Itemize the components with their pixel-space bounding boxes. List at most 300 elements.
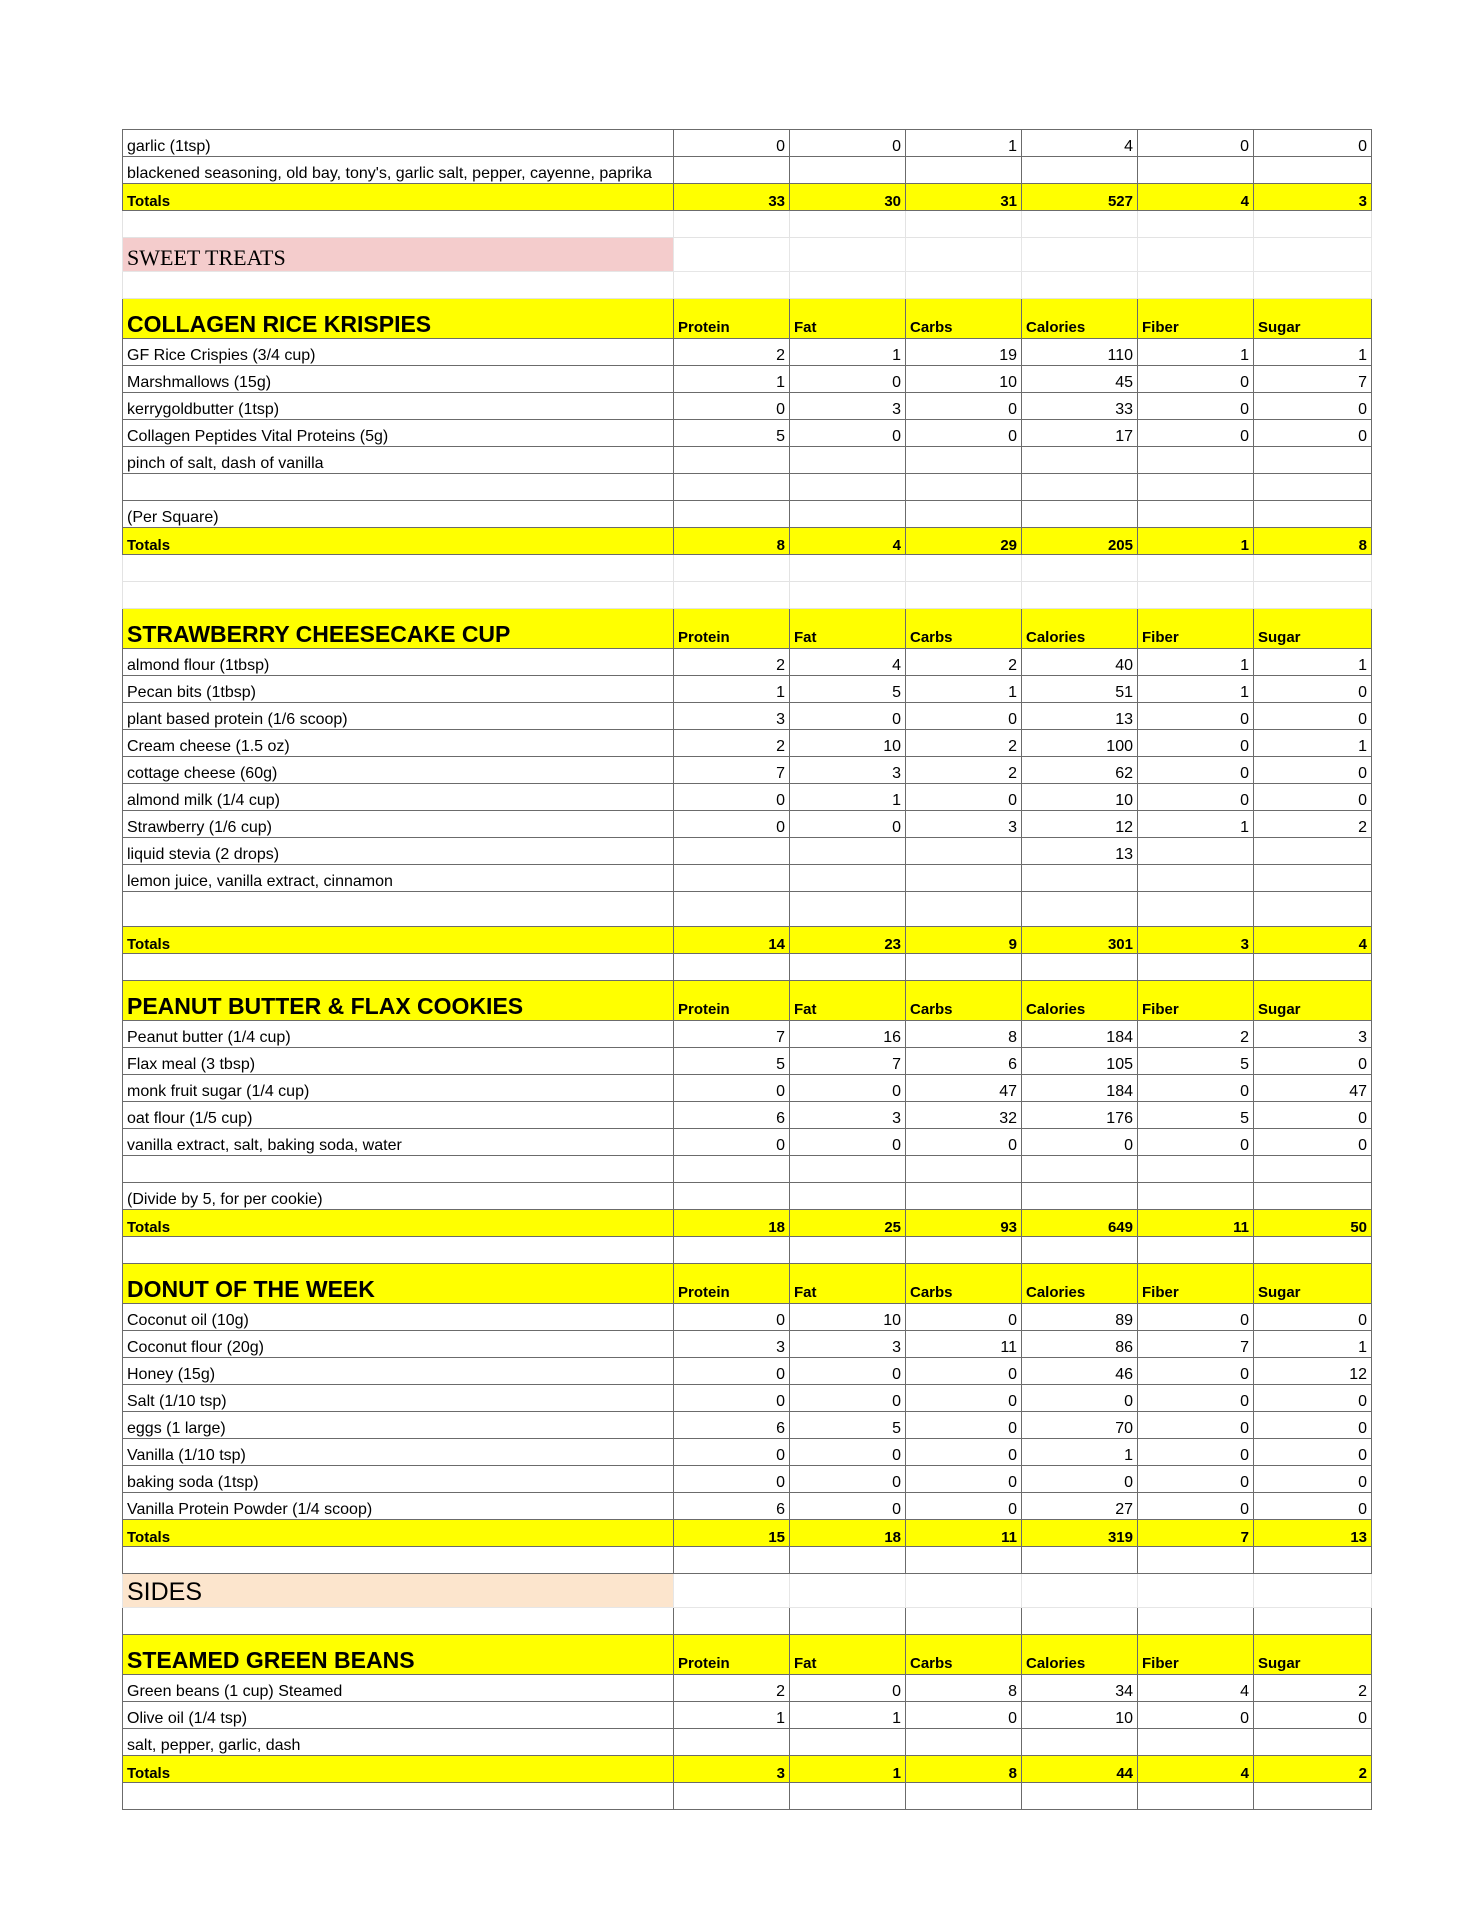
ingredient-row: [123, 1385, 1372, 1412]
calories-value: 17: [1022, 420, 1138, 447]
blank-row: [123, 211, 1372, 238]
empty-cell: [1022, 954, 1138, 981]
column-header-fiber: Fiber: [1138, 1635, 1254, 1675]
empty-cell: [674, 474, 790, 501]
totals-row: [123, 1520, 1372, 1547]
item-label: Strawberry (1/6 cup): [123, 811, 674, 838]
fiber-value: 0: [1138, 1493, 1254, 1520]
sugar-value: 0: [1254, 420, 1372, 447]
blank-row: [123, 1237, 1372, 1264]
carbs-value: [906, 157, 1022, 184]
protein-value: 14: [674, 927, 790, 954]
protein-value: 0: [674, 1439, 790, 1466]
empty-cell: [1022, 1547, 1138, 1574]
carbs-value: [906, 838, 1022, 865]
fat-value: 0: [790, 1439, 906, 1466]
beans-header: [123, 1635, 1372, 1675]
empty-cell: [123, 555, 674, 582]
carbs-value: 19: [906, 339, 1022, 366]
empty-cell: [906, 954, 1022, 981]
empty-cell: [906, 238, 1022, 272]
recipe-title: PEANUT BUTTER & FLAX COOKIES: [123, 981, 674, 1021]
column-header-sugar: Sugar: [1254, 299, 1372, 339]
fat-value: 0: [790, 811, 906, 838]
empty-cell: [790, 1156, 906, 1183]
recipe-title: STEAMED GREEN BEANS: [123, 1635, 674, 1675]
calories-value: 100: [1022, 730, 1138, 757]
calories-value: 319: [1022, 1520, 1138, 1547]
empty-cell: [1138, 211, 1254, 238]
empty-cell: [1254, 1156, 1372, 1183]
sugar-value: 0: [1254, 757, 1372, 784]
item-label: Green beans (1 cup) Steamed: [123, 1675, 674, 1702]
carbs-value: 0: [906, 1702, 1022, 1729]
item-label: Coconut oil (10g): [123, 1304, 674, 1331]
fat-value: 0: [790, 1675, 906, 1702]
ingredient-row: [123, 393, 1372, 420]
protein-value: [674, 447, 790, 474]
calories-value: [1022, 1729, 1138, 1756]
calories-value: 0: [1022, 1466, 1138, 1493]
column-header-carbs: Carbs: [906, 981, 1022, 1021]
empty-cell: [790, 474, 906, 501]
fiber-value: 0: [1138, 130, 1254, 157]
item-label: Totals: [123, 184, 674, 211]
empty-cell: [123, 582, 674, 609]
fiber-value: 0: [1138, 757, 1254, 784]
sugar-value: 50: [1254, 1210, 1372, 1237]
empty-cell: [1254, 211, 1372, 238]
fat-value: 5: [790, 1412, 906, 1439]
calories-value: 184: [1022, 1075, 1138, 1102]
calories-value: 205: [1022, 528, 1138, 555]
empty-cell: [1022, 1574, 1138, 1608]
sugar-value: 2: [1254, 1756, 1372, 1783]
column-header-sugar: Sugar: [1254, 1635, 1372, 1675]
ingredient-row: [123, 1702, 1372, 1729]
fat-value: 0: [790, 1385, 906, 1412]
item-label: Totals: [123, 927, 674, 954]
totals-row: [123, 184, 1372, 211]
calories-value: 13: [1022, 838, 1138, 865]
empty-cell: [1138, 474, 1254, 501]
empty-cell: [1022, 211, 1138, 238]
fiber-value: 0: [1138, 1702, 1254, 1729]
carbs-value: 3: [906, 811, 1022, 838]
fiber-value: 0: [1138, 1412, 1254, 1439]
item-label: Coconut flour (20g): [123, 1331, 674, 1358]
column-header-fiber: Fiber: [1138, 981, 1254, 1021]
empty-cell: [906, 1574, 1022, 1608]
ingredient-row: [123, 130, 1372, 157]
ingredient-row: [123, 811, 1372, 838]
protein-value: 2: [674, 730, 790, 757]
column-header-calories: Calories: [1022, 299, 1138, 339]
item-label: almond milk (1/4 cup): [123, 784, 674, 811]
calories-value: 13: [1022, 703, 1138, 730]
empty-cell: [1022, 272, 1138, 299]
sugar-value: 3: [1254, 184, 1372, 211]
empty-cell: [906, 474, 1022, 501]
fiber-value: 0: [1138, 1075, 1254, 1102]
empty-cell: [790, 1237, 906, 1264]
fiber-value: 1: [1138, 528, 1254, 555]
empty-cell: [906, 1183, 1022, 1210]
protein-value: 7: [674, 1021, 790, 1048]
carbs-value: 1: [906, 676, 1022, 703]
fiber-value: 1: [1138, 649, 1254, 676]
sugar-value: 0: [1254, 676, 1372, 703]
section-sweet: [123, 238, 1372, 272]
empty-cell: [1138, 582, 1254, 609]
empty-cell: [674, 501, 790, 528]
empty-cell: [1138, 501, 1254, 528]
protein-value: 6: [674, 1412, 790, 1439]
totals-row: [123, 1210, 1372, 1237]
protein-value: 0: [674, 1075, 790, 1102]
ingredient-row: [123, 1075, 1372, 1102]
carbs-value: 8: [906, 1756, 1022, 1783]
calories-value: 105: [1022, 1048, 1138, 1075]
calories-value: 4: [1022, 130, 1138, 157]
ingredient-row: [123, 784, 1372, 811]
carbs-value: 1: [906, 130, 1022, 157]
empty-cell: [1254, 1237, 1372, 1264]
fat-value: 4: [790, 649, 906, 676]
item-label: salt, pepper, garlic, dash: [123, 1729, 674, 1756]
ingredient-row: [123, 1304, 1372, 1331]
empty-cell: [1022, 1783, 1138, 1810]
empty-cell: [674, 1783, 790, 1810]
empty-cell: [1254, 1783, 1372, 1810]
ingredient-row: [123, 649, 1372, 676]
empty-cell: [123, 954, 674, 981]
fat-value: [790, 865, 906, 892]
fiber-value: 0: [1138, 393, 1254, 420]
note-row: [123, 1183, 1372, 1210]
note-text: (Divide by 5, for per cookie): [123, 1183, 674, 1210]
fat-value: 1: [790, 339, 906, 366]
protein-value: [674, 1729, 790, 1756]
fat-value: 23: [790, 927, 906, 954]
ingredient-row: [123, 730, 1372, 757]
fat-value: 0: [790, 130, 906, 157]
empty-cell: [1254, 238, 1372, 272]
column-header-fat: Fat: [790, 299, 906, 339]
column-header-fiber: Fiber: [1138, 1264, 1254, 1304]
empty-cell: [906, 582, 1022, 609]
carbs-value: 8: [906, 1675, 1022, 1702]
krispies-header: [123, 299, 1372, 339]
fat-value: 5: [790, 676, 906, 703]
protein-value: 0: [674, 811, 790, 838]
blank-row: [123, 272, 1372, 299]
empty-cell: [123, 1237, 674, 1264]
sugar-value: 1: [1254, 339, 1372, 366]
donut-header: [123, 1264, 1372, 1304]
recipe-title: DONUT OF THE WEEK: [123, 1264, 674, 1304]
ingredient-row: [123, 1439, 1372, 1466]
carbs-value: 9: [906, 927, 1022, 954]
item-label: garlic (1tsp): [123, 130, 674, 157]
fat-value: 7: [790, 1048, 906, 1075]
empty-cell: [1138, 1183, 1254, 1210]
nutrition-spreadsheet: [122, 129, 1372, 1810]
ingredient-row: [123, 447, 1372, 474]
fiber-value: 4: [1138, 1675, 1254, 1702]
empty-cell: [790, 238, 906, 272]
empty-cell: [790, 954, 906, 981]
calories-value: 86: [1022, 1331, 1138, 1358]
fat-value: [790, 157, 906, 184]
sugar-value: 0: [1254, 1385, 1372, 1412]
protein-value: 0: [674, 393, 790, 420]
sugar-value: [1254, 865, 1372, 892]
blank-row: [123, 1547, 1372, 1574]
item-label: Totals: [123, 1756, 674, 1783]
carbs-value: 11: [906, 1331, 1022, 1358]
carbs-value: 2: [906, 730, 1022, 757]
empty-cell: [906, 555, 1022, 582]
carbs-value: 93: [906, 1210, 1022, 1237]
item-label: oat flour (1/5 cup): [123, 1102, 674, 1129]
protein-value: 0: [674, 1304, 790, 1331]
sugar-value: 0: [1254, 1304, 1372, 1331]
fiber-value: 1: [1138, 676, 1254, 703]
empty-cell: [790, 1783, 906, 1810]
carbs-value: 8: [906, 1021, 1022, 1048]
item-label: blackened seasoning, old bay, tony's, garlic salt, pepper, cayenne, paprika: [123, 157, 674, 184]
protein-value: [674, 865, 790, 892]
ingredient-row: [123, 157, 1372, 184]
protein-value: [674, 838, 790, 865]
protein-value: [674, 157, 790, 184]
calories-value: 301: [1022, 927, 1138, 954]
sugar-value: 0: [1254, 1412, 1372, 1439]
item-label: Vanilla Protein Powder (1/4 scoop): [123, 1493, 674, 1520]
sugar-value: 1: [1254, 730, 1372, 757]
empty-cell: [674, 272, 790, 299]
ingredient-row: [123, 838, 1372, 865]
carbs-value: [906, 447, 1022, 474]
empty-cell: [1254, 555, 1372, 582]
empty-cell: [1138, 1156, 1254, 1183]
calories-value: 46: [1022, 1358, 1138, 1385]
empty-cell: [1138, 238, 1254, 272]
item-label: eggs (1 large): [123, 1412, 674, 1439]
item-label: Salt (1/10 tsp): [123, 1385, 674, 1412]
empty-cell: [674, 582, 790, 609]
empty-cell: [674, 954, 790, 981]
protein-value: 0: [674, 130, 790, 157]
empty-cell: [674, 555, 790, 582]
recipe-title: STRAWBERRY CHEESECAKE CUP: [123, 609, 674, 649]
fat-value: 25: [790, 1210, 906, 1237]
fat-value: 4: [790, 528, 906, 555]
ingredient-row: [123, 1493, 1372, 1520]
column-header-sugar: Sugar: [1254, 981, 1372, 1021]
carbs-value: 47: [906, 1075, 1022, 1102]
empty-cell: [790, 582, 906, 609]
protein-value: 1: [674, 1702, 790, 1729]
column-header-calories: Calories: [1022, 1635, 1138, 1675]
protein-value: 3: [674, 1331, 790, 1358]
item-label: liquid stevia (2 drops): [123, 838, 674, 865]
empty-cell: [674, 892, 790, 927]
empty-cell: [790, 501, 906, 528]
sugar-value: 13: [1254, 1520, 1372, 1547]
protein-value: 0: [674, 1358, 790, 1385]
calories-value: 649: [1022, 1210, 1138, 1237]
column-header-fat: Fat: [790, 1264, 906, 1304]
empty-cell: [1254, 1608, 1372, 1635]
carbs-value: 0: [906, 1385, 1022, 1412]
ingredient-row: [123, 757, 1372, 784]
item-label: Totals: [123, 1520, 674, 1547]
calories-value: [1022, 447, 1138, 474]
calories-value: 45: [1022, 366, 1138, 393]
empty-cell: [674, 1574, 790, 1608]
item-label: kerrygoldbutter (1tsp): [123, 393, 674, 420]
carbs-value: 0: [906, 1358, 1022, 1385]
fat-value: 30: [790, 184, 906, 211]
protein-value: 0: [674, 1129, 790, 1156]
sugar-value: 0: [1254, 784, 1372, 811]
fiber-value: 0: [1138, 1358, 1254, 1385]
sugar-value: 3: [1254, 1021, 1372, 1048]
calories-value: 34: [1022, 1675, 1138, 1702]
fiber-value: 0: [1138, 1304, 1254, 1331]
item-label: vanilla extract, salt, baking soda, water: [123, 1129, 674, 1156]
sugar-value: 7: [1254, 366, 1372, 393]
sugar-value: 0: [1254, 1702, 1372, 1729]
fat-value: 3: [790, 1331, 906, 1358]
carbs-value: 0: [906, 1466, 1022, 1493]
fiber-value: 0: [1138, 420, 1254, 447]
item-label: Vanilla (1/10 tsp): [123, 1439, 674, 1466]
item-label: Totals: [123, 1210, 674, 1237]
column-header-fiber: Fiber: [1138, 299, 1254, 339]
ingredient-row: [123, 1102, 1372, 1129]
empty-cell: [790, 272, 906, 299]
calories-value: 0: [1022, 1385, 1138, 1412]
empty-cell: [123, 272, 674, 299]
empty-cell: [674, 238, 790, 272]
sugar-value: 0: [1254, 1102, 1372, 1129]
empty-cell: [1138, 555, 1254, 582]
fiber-value: [1138, 157, 1254, 184]
totals-row: [123, 927, 1372, 954]
fiber-value: 0: [1138, 784, 1254, 811]
fiber-value: [1138, 838, 1254, 865]
blank-row: [123, 474, 1372, 501]
sugar-value: 0: [1254, 1466, 1372, 1493]
fiber-value: 1: [1138, 339, 1254, 366]
column-header-sugar: Sugar: [1254, 1264, 1372, 1304]
protein-value: 33: [674, 184, 790, 211]
carbs-value: 0: [906, 703, 1022, 730]
protein-value: 15: [674, 1520, 790, 1547]
item-label: Honey (15g): [123, 1358, 674, 1385]
column-header-fiber: Fiber: [1138, 609, 1254, 649]
fat-value: 3: [790, 1102, 906, 1129]
ingredient-row: [123, 1675, 1372, 1702]
column-header-protein: Protein: [674, 1264, 790, 1304]
protein-value: 18: [674, 1210, 790, 1237]
fat-value: 0: [790, 1466, 906, 1493]
protein-value: 7: [674, 757, 790, 784]
calories-value: 0: [1022, 1129, 1138, 1156]
item-label: pinch of salt, dash of vanilla: [123, 447, 674, 474]
carbs-value: 2: [906, 649, 1022, 676]
column-header-protein: Protein: [674, 609, 790, 649]
fat-value: 1: [790, 784, 906, 811]
protein-value: 6: [674, 1493, 790, 1520]
carbs-value: 32: [906, 1102, 1022, 1129]
item-label: Olive oil (1/4 tsp): [123, 1702, 674, 1729]
ingredient-row: [123, 1129, 1372, 1156]
carbs-value: 2: [906, 757, 1022, 784]
note-text: (Per Square): [123, 501, 674, 528]
empty-cell: [1022, 555, 1138, 582]
fiber-value: 1: [1138, 811, 1254, 838]
empty-cell: [1022, 501, 1138, 528]
item-label: Cream cheese (1.5 oz): [123, 730, 674, 757]
column-header-fat: Fat: [790, 609, 906, 649]
carbs-value: 0: [906, 784, 1022, 811]
empty-cell: [790, 1547, 906, 1574]
sugar-value: 12: [1254, 1358, 1372, 1385]
protein-value: 2: [674, 1675, 790, 1702]
cheesecake-header: [123, 609, 1372, 649]
fiber-value: 0: [1138, 1466, 1254, 1493]
calories-value: 70: [1022, 1412, 1138, 1439]
fat-value: 18: [790, 1520, 906, 1547]
blank-row: [123, 1608, 1372, 1635]
fat-value: 0: [790, 1358, 906, 1385]
empty-cell: [1022, 474, 1138, 501]
calories-value: 89: [1022, 1304, 1138, 1331]
fat-value: 10: [790, 1304, 906, 1331]
sugar-value: 8: [1254, 528, 1372, 555]
empty-cell: [1022, 1156, 1138, 1183]
empty-cell: [674, 1156, 790, 1183]
sugar-value: 4: [1254, 927, 1372, 954]
item-label: monk fruit sugar (1/4 cup): [123, 1075, 674, 1102]
calories-value: 33: [1022, 393, 1138, 420]
empty-cell: [1254, 1183, 1372, 1210]
carbs-value: [906, 1729, 1022, 1756]
empty-cell: [906, 501, 1022, 528]
calories-value: 110: [1022, 339, 1138, 366]
empty-cell: [123, 1783, 674, 1810]
totals-row: [123, 1756, 1372, 1783]
empty-cell: [1254, 1547, 1372, 1574]
note-row: [123, 501, 1372, 528]
empty-cell: [123, 1156, 674, 1183]
totals-row: [123, 528, 1372, 555]
column-header-calories: Calories: [1022, 1264, 1138, 1304]
empty-cell: [674, 1547, 790, 1574]
calories-value: 51: [1022, 676, 1138, 703]
sugar-value: 0: [1254, 393, 1372, 420]
column-header-protein: Protein: [674, 1635, 790, 1675]
section-title: SIDES: [123, 1574, 674, 1608]
blank-row: [123, 582, 1372, 609]
column-header-carbs: Carbs: [906, 1264, 1022, 1304]
recipe-title: COLLAGEN RICE KRISPIES: [123, 299, 674, 339]
empty-cell: [906, 1237, 1022, 1264]
